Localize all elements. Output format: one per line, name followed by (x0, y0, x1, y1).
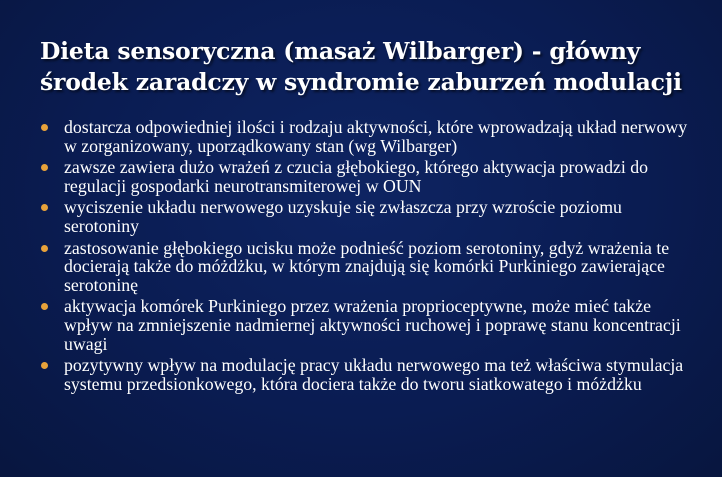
bullet-list (40, 118, 700, 396)
bullet-item (40, 158, 700, 195)
bullet-dot-icon (41, 362, 48, 369)
bullet-dot-icon (41, 204, 48, 211)
bullet-item (40, 356, 700, 393)
bullet-dot-icon (41, 124, 48, 131)
bullet-dot-icon (41, 303, 48, 310)
bullet-text: pozytywny wpływ na modulację pracy układu nerwowego ma też właściwa stymulacja systemu przedsionkowego, która dociera także do tworu siatkowatego i móżdżku (64, 355, 684, 394)
bullet-item (40, 297, 700, 353)
bullet-dot-icon (41, 245, 48, 252)
bullet-item (40, 198, 700, 235)
slide-title: Dieta sensoryczna (masaż Wilbarger) - główny środek zaradczy w syndromie zaburzeń modulacji (40, 37, 682, 96)
bullet-text: zawsze zawiera dużo wrażeń z czucia głębokiego, którego aktywacja prowadzi do regulacji gospodarki neurotransmiterowej w OUN (64, 157, 649, 196)
bullet-text: aktywacja komórek Purkiniego przez wrażenia proprioceptywne, może mieć także wpływ na zmniejszenie nadmiernej aktywności ruchowej i poprawę stanu koncentracji uwagi (64, 296, 681, 354)
bullet-text: zastosowanie głębokiego ucisku może podnieść poziom serotoniny, gdyż wrażenia te docierają także do móżdżku, w którym znajdują się komórki Purkiniego zawierające serotoninę (64, 237, 670, 295)
bullet-text: dostarcza odpowiedniej ilości i rodzaju aktywności, które wprowadzają układ nerwowy w zorganizowany, uporządkowany stan (wg Wilbarger) (64, 117, 688, 156)
bullet-dot-icon (41, 164, 48, 171)
bullet-item (40, 118, 700, 155)
bullet-text: wyciszenie układu nerwowego uzyskuje się zwłaszcza przy wzroście poziomu serotoniny (64, 197, 622, 236)
bullet-item (40, 239, 700, 295)
